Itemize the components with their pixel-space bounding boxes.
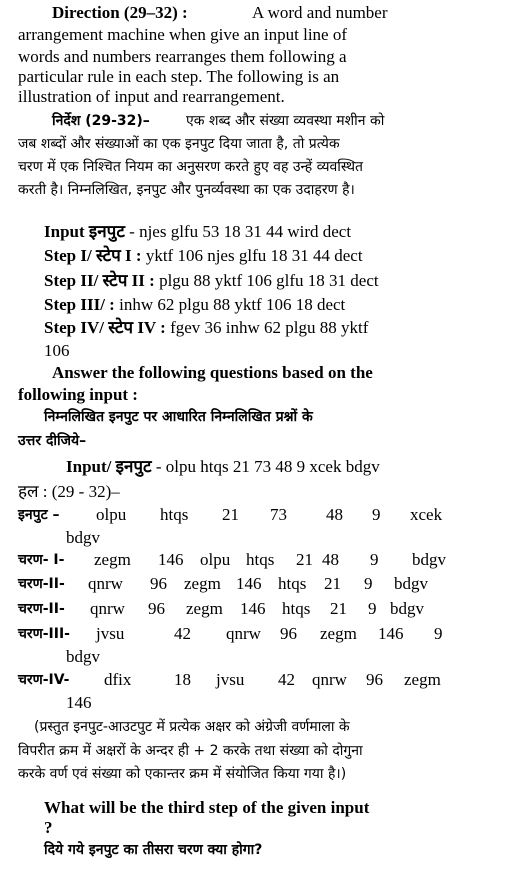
solution-step-4-row	[0, 669, 524, 691]
solution-token: htqs	[246, 550, 275, 569]
direction-line: words and numbers rearranges them following a	[18, 47, 347, 66]
solution-token: 9	[434, 624, 443, 643]
question-english-cont: ?	[44, 818, 53, 837]
example-step-text: yktf 106 njes glfu 18 31 44 dect	[145, 246, 363, 265]
example-step-2	[44, 270, 379, 292]
example-input	[44, 221, 351, 243]
solution-input-row	[0, 504, 524, 526]
solution-step-1-row	[0, 549, 524, 571]
solution-token: 42	[174, 624, 191, 643]
nirdesh-line: करती है। निम्नलिखित, इनपुट और पुनर्व्यवस्था का एक उदाहरण है।	[18, 182, 355, 198]
solution-row-label: इनपुट –	[18, 507, 60, 523]
example-step-text: inhw 62 plgu 88 yktf 106 18 dect	[119, 295, 346, 314]
example-step-4-cont: 106	[44, 341, 70, 360]
solution-token: 21	[330, 599, 347, 618]
solution-token: 146	[378, 624, 404, 643]
example-step-label: Step IV/ स्टेप IV :	[44, 318, 166, 337]
solution-token: xcek	[410, 505, 443, 524]
direction-line: arrangement machine when give an input line of	[18, 25, 348, 44]
solution-row-label: चरण-II-	[18, 601, 65, 617]
nirdesh-label: निर्देश (29-32)–	[52, 113, 150, 129]
solution-step-3-row	[0, 623, 524, 645]
solution-token: htqs	[282, 599, 311, 618]
example-step-label: Step II/ स्टेप II :	[44, 271, 155, 290]
solution-token: 9	[368, 599, 377, 618]
solution-token: zegm	[320, 624, 357, 643]
solution-token: bdgv	[412, 550, 446, 569]
example-input-text: - njes glfu 53 18 31 44 wird dect	[129, 222, 352, 241]
solution-row-label: चरण-III-	[18, 626, 70, 642]
solution-token: 9	[370, 550, 379, 569]
solution-token: 73	[270, 505, 287, 524]
solution-token: 96	[150, 574, 167, 593]
solution-token: 18	[174, 670, 191, 689]
solution-token: 42	[278, 670, 295, 689]
example-input-label: Input इनपुट	[44, 222, 125, 241]
solution-row-label: चरण-II-	[18, 576, 65, 592]
solution-step-2b-row	[0, 598, 524, 620]
solution-step-3-cont: bdgv	[66, 647, 100, 666]
solution-token: zegm	[94, 550, 131, 569]
hindi-instruction: उत्तर दीजिये–	[18, 433, 87, 449]
example-step-4	[44, 317, 368, 339]
direction-label: Direction (29–32) :	[52, 3, 188, 22]
solution-token: zegm	[184, 574, 221, 593]
solution-token: jvsu	[216, 670, 245, 689]
explanation-line: (प्रस्तुत इनपुट-आउटपुट में प्रत्येक अक्षर को अंग्रेजी वर्णमाला के	[34, 719, 350, 735]
solution-token: 146	[158, 550, 184, 569]
direction-line: illustration of input and rearrangement.	[18, 87, 285, 106]
solution-token: 9	[364, 574, 373, 593]
nirdesh-line: चरण में एक निश्चित नियम का अनुसरण करते हुए वह उन्हें व्यवस्थित	[18, 159, 363, 175]
example-step-label: Step III/ :	[44, 295, 115, 314]
hindi-instruction: निम्नलिखित इनपुट पर आधारित निम्नलिखित प्रश्नों के	[44, 409, 313, 425]
nirdesh-line: एक शब्द और संख्या व्यवस्था मशीन को	[186, 113, 385, 129]
solution-token: dfix	[104, 670, 132, 689]
solution-token: zegm	[404, 670, 441, 689]
solution-token: 96	[366, 670, 383, 689]
given-input-label: Input/ इनपुट	[66, 457, 152, 476]
solution-token: zegm	[186, 599, 223, 618]
example-step-label: Step I/ स्टेप I :	[44, 246, 142, 265]
solution-token: olpu	[96, 505, 127, 524]
solution-token: 21	[296, 550, 313, 569]
solution-token: qnrw	[312, 670, 347, 689]
solution-token: 48	[326, 505, 343, 524]
solution-token: qnrw	[88, 574, 123, 593]
example-step-text: plgu 88 yktf 106 glfu 18 31 dect	[159, 271, 379, 290]
solution-row-label: चरण-IV-	[18, 672, 70, 688]
solution-step-2-row	[0, 573, 524, 595]
explanation-line: करके वर्ण एवं संख्या को एकान्तर क्रम में संयोजित किया गया है।)	[18, 766, 347, 782]
solution-token: jvsu	[96, 624, 125, 643]
solution-token: htqs	[160, 505, 189, 524]
answer-heading: Answer the following questions based on the	[52, 363, 373, 382]
question-english: What will be the third step of the given input	[44, 798, 370, 817]
solution-token: 21	[222, 505, 239, 524]
solution-token: htqs	[278, 574, 307, 593]
given-input-text: - olpu htqs 21 73 48 9 xcek bdgv	[155, 457, 380, 476]
solution-token: 9	[372, 505, 381, 524]
solution-token: bdgv	[390, 599, 424, 618]
solution-token: bdgv	[394, 574, 428, 593]
given-input	[66, 456, 380, 478]
solution-row-label: चरण- I-	[18, 552, 65, 568]
solution-token: olpu	[200, 550, 231, 569]
example-step-1	[44, 245, 363, 267]
explanation-line: विपरीत क्रम में अक्षरों के अन्दर ही + 2 करके तथा संख्या को दोगुना	[18, 743, 363, 759]
solution-token: 146	[236, 574, 262, 593]
example-step-3	[44, 294, 345, 316]
example-step-text: fgev 36 inhw 62 plgu 88 yktf	[170, 318, 369, 337]
solution-token: 96	[280, 624, 297, 643]
solution-token: 48	[322, 550, 339, 569]
solution-token: qnrw	[226, 624, 261, 643]
solution-step-4-cont: 146	[66, 693, 92, 712]
question-hindi: दिये गये इनपुट का तीसरा चरण क्या होगा?	[44, 842, 263, 858]
solution-label: हल : (29 - 32)–	[18, 482, 120, 501]
direction-line: particular rule in each step. The following is an	[18, 67, 340, 86]
solution-token: qnrw	[90, 599, 125, 618]
solution-token: 146	[240, 599, 266, 618]
solution-input-cont: bdgv	[66, 528, 100, 547]
solution-token: 21	[324, 574, 341, 593]
answer-heading: following input :	[18, 385, 138, 404]
solution-token: 96	[148, 599, 165, 618]
nirdesh-line: जब शब्दों और संख्याओं का एक इनपुट दिया जाता है, तो प्रत्येक	[18, 136, 340, 152]
direction-line: A word and number	[252, 3, 388, 22]
